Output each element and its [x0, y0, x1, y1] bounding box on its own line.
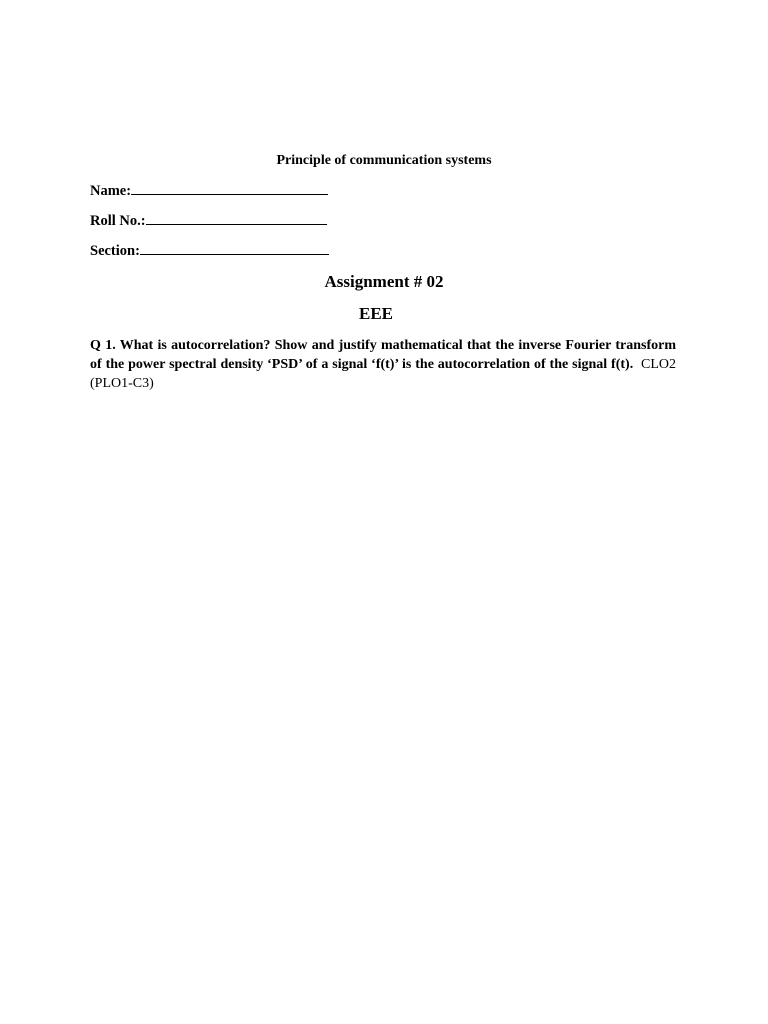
question-text: Q 1. What is autocorrelation? Show and justify mathematical that the inverse Fourier transform of the power spectral density ‘PSD’ of a signal ‘f(t)’ is the autocorrelation of the signal f(t). [90, 338, 676, 372]
name-field [90, 181, 328, 200]
name-blank-line [131, 181, 328, 195]
section-label: Section: [90, 243, 140, 259]
section-blank-line [140, 241, 329, 255]
section-field [90, 241, 329, 260]
roll-no-blank-line [146, 211, 327, 225]
question-clo-tag: CLO2 (PLO1-C3) [90, 357, 677, 391]
department-heading: EEE [358, 304, 394, 323]
assignment-title: Assignment # 02 [324, 272, 444, 291]
name-label: Name: [90, 183, 132, 199]
roll-no-field [90, 211, 327, 230]
course-title: Principle of communication systems [276, 153, 492, 168]
roll-no-label: Roll No.: [90, 213, 146, 229]
question-1 [90, 336, 676, 393]
